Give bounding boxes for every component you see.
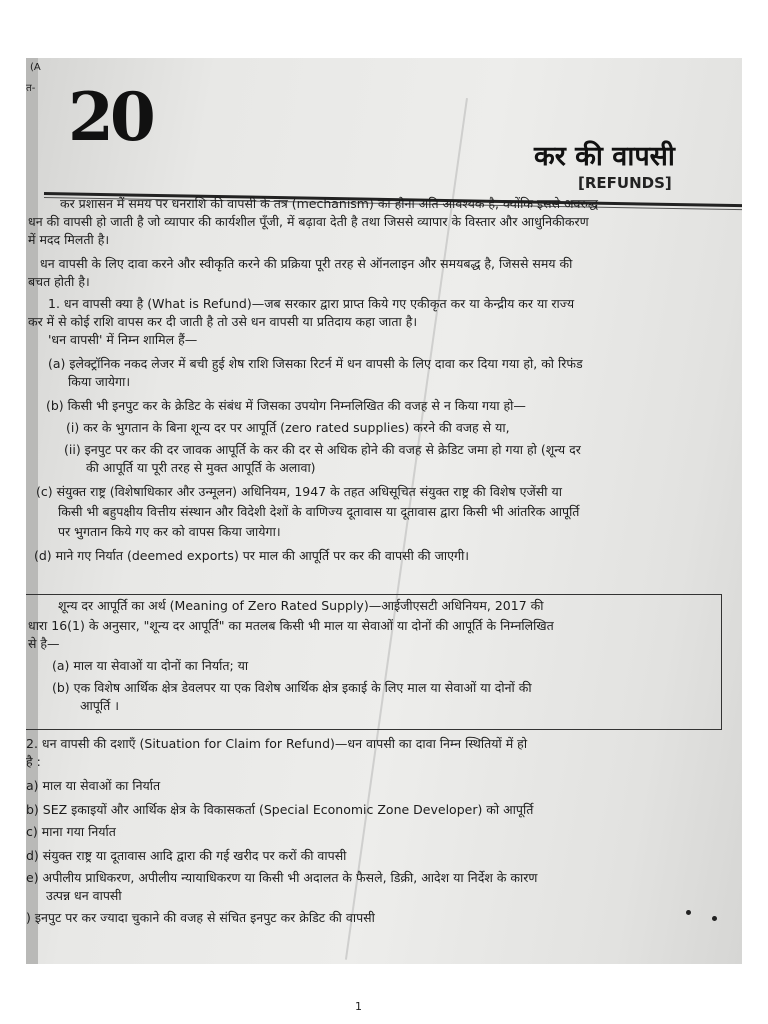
list-item: (b) किसी भी इनपुट कर के क्रेडिट के संबंध में जिसका उपयोग निम्नलिखित की वजह से न किया गया हो— xyxy=(46,398,526,413)
list-item-cont: पर भुगतान किये गए कर को वापस किया जायेगा। xyxy=(58,524,281,539)
ink-dot xyxy=(712,916,717,921)
chapter-number: 20 xyxy=(68,78,152,156)
body-line: कर में से कोई राशि वापस कर दी जाती है तो उसे धन वापसी या प्रतिदाय कहा जाता है। xyxy=(28,314,418,329)
margin-note: (A xyxy=(30,62,41,73)
chapter-subtitle: [REFUNDS] xyxy=(578,174,672,192)
intro-line: में मदद मिलती है। xyxy=(28,232,110,247)
section-heading: 1. धन वापसी क्या है (What is Refund)—जब सरकार द्वारा प्राप्त किये गए एकीकृत कर या केन्द्रीय कर या राज्य xyxy=(48,296,575,311)
list-item-cont: की आपूर्ति या पूरी तरह से मुक्त आपूर्ति के अलावा) xyxy=(86,460,316,475)
list-item: (c) संयुक्त राष्ट्र (विशेषाधिकार और उन्मूलन) अधिनियम, 1947 के तहत अधिसूचित संयुक्त राष्ट्र की विशेष एजेंसी या xyxy=(36,484,562,499)
intro-line: धन की वापसी हो जाती है जो व्यापार की कार्यशील पूँजी, में बढ़ावा देती है तथा जिससे व्यापार के विस्तार और आधुनिकीकरण xyxy=(28,214,589,229)
intro-line: बचत होती है। xyxy=(28,274,90,289)
ink-dot xyxy=(686,910,691,915)
list-item-cont: उत्पन्न धन वापसी xyxy=(46,888,122,903)
body-line: है : xyxy=(26,754,41,769)
chapter-title: कर की वापसी xyxy=(534,141,675,172)
list-item: (ii) इनपुट पर कर की दर जावक आपूर्ति के कर की दर से अधिक होने की वजह से क्रेडिट जमा हो गया हो (शून्य दर xyxy=(64,442,581,457)
box-heading: शून्य दर आपूर्ति का अर्थ (Meaning of Zero Rated Supply)—आईजीएसटी अधिनियम, 2017 की xyxy=(58,598,544,613)
list-item: d) संयुक्त राष्ट्र या दूतावास आदि द्वारा की गई खरीद पर करों की वापसी xyxy=(26,848,347,863)
intro-line: धन वापसी के लिए दावा करने और स्वीकृति करने की प्रक्रिया पूरी तरह से ऑनलाइन और समयबद्ध है, जिससे समय की xyxy=(40,256,573,271)
list-item: (d) माने गए निर्यात (deemed exports) पर माल की आपूर्ति पर कर की वापसी की जाएगी। xyxy=(34,548,470,563)
body-line: 'धन वापसी' में निम्न शामिल हैं— xyxy=(48,332,198,347)
list-item-cont: किया जायेगा। xyxy=(68,374,131,389)
box-item: (b) एक विशेष आर्थिक क्षेत्र डेवलपर या एक विशेष आर्थिक क्षेत्र इकाई के लिए माल या सेवाओं या दोनों की xyxy=(52,680,532,695)
list-item-cont: किसी भी बहुपक्षीय वित्तीय संस्थान और विदेशी देशों के वाणिज्य दूतावास या दूतावास द्वारा किसी भी आंतरिक आपूर्ति xyxy=(58,504,580,519)
list-item: a) माल या सेवाओं का निर्यात xyxy=(26,778,161,793)
intro-line: कर प्रशासन में समय पर धनराशि की वापसी के तंत्र (mechanism) का होना अति आवश्यक है, क्योंकि इससे अवरुद्ध xyxy=(60,196,598,211)
box-line: से है— xyxy=(28,636,60,651)
list-item: (a) इलेक्ट्रॉनिक नकद लेजर में बची हुई शेष राशि जिसका रिटर्न में धन वापसी के लिए दावा कर दिया गया हो, को रिफंड xyxy=(48,356,583,371)
list-item: e) अपीलीय प्राधिकरण, अपीलीय न्यायाधिकरण या किसी भी अदालत के फैसले, डिक्री, आदेश या निर्देश के कारण xyxy=(26,870,538,885)
page-photo xyxy=(26,58,742,964)
list-item: b) SEZ इकाइयों और आर्थिक क्षेत्र के विकासकर्ता (Special Economic Zone Developer) को आपूर्ति xyxy=(26,802,534,817)
page-number: 1 xyxy=(355,1000,362,1013)
list-item: ) इनपुट पर कर ज्यादा चुकाने की वजह से संचित इनपुट कर क्रेडिट की वापसी xyxy=(26,910,375,925)
box-line: धारा 16(1) के अनुसार, "शून्य दर आपूर्ति" का मतलब किसी भी माल या सेवाओं या दोनों की आपूर्ति के निम्नलिखित xyxy=(28,618,554,633)
margin-note: त- xyxy=(26,83,36,94)
list-item: (i) कर के भुगतान के बिना शून्य दर पर आपूर्ति (zero rated supplies) करने की वजह से या, xyxy=(66,420,510,435)
list-item: c) माना गया निर्यात xyxy=(26,824,116,839)
section-heading: 2. धन वापसी की दशाएँ (Situation for Claim for Refund)—धन वापसी का दावा निम्न स्थितियों में हो xyxy=(26,736,528,751)
box-item-cont: आपूर्ति । xyxy=(80,698,119,713)
box-item: (a) माल या सेवाओं या दोनों का निर्यात; या xyxy=(52,658,249,673)
